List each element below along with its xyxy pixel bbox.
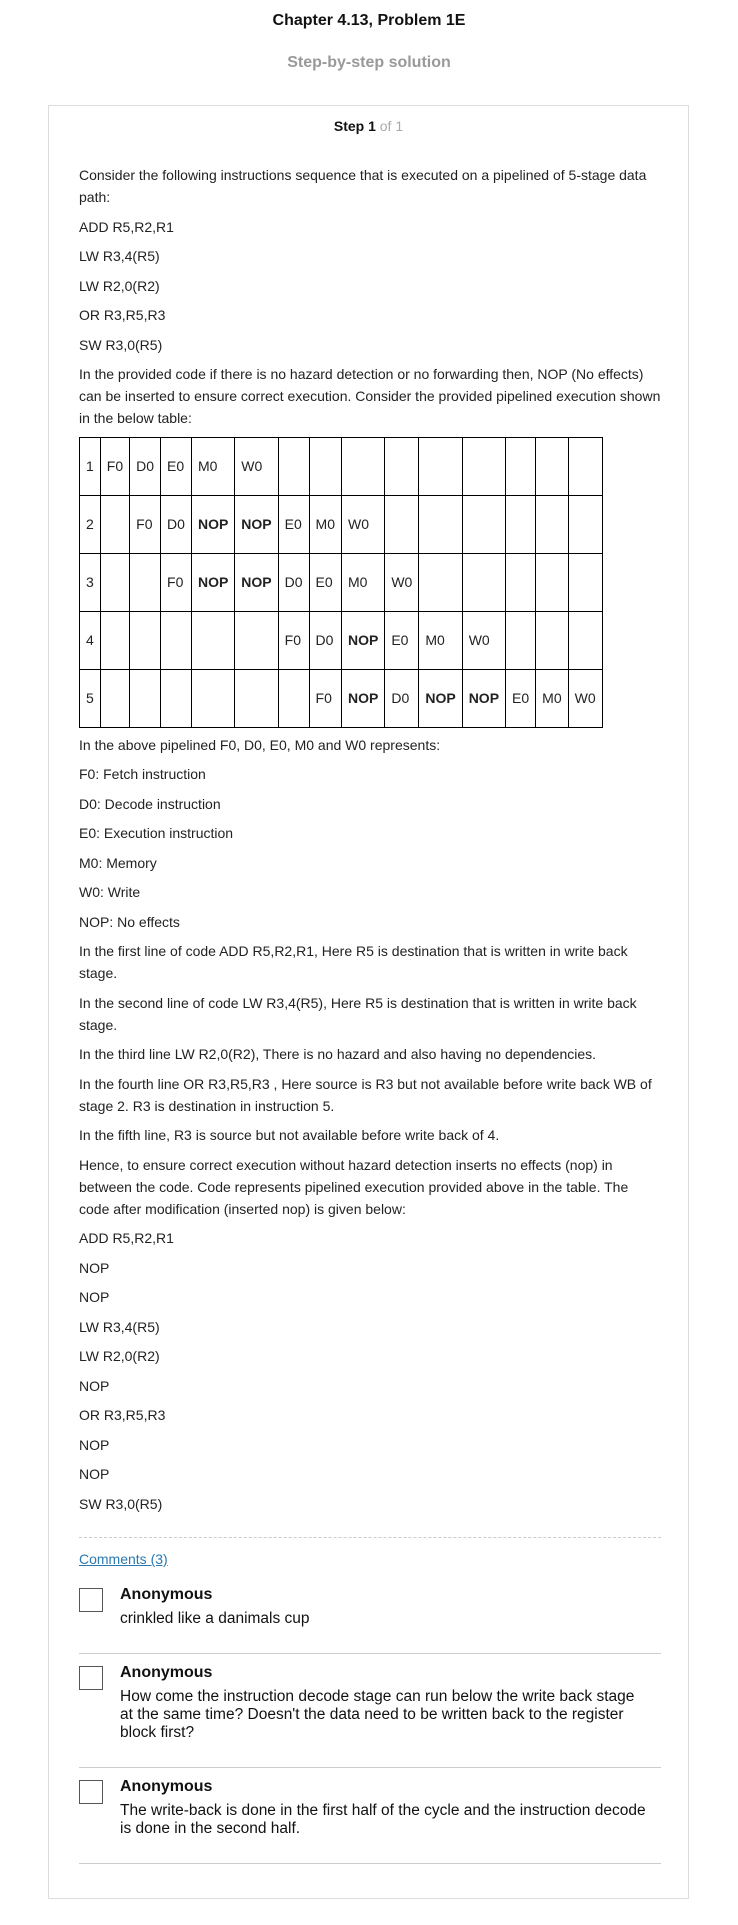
pipeline-cell: M0 — [536, 669, 568, 727]
pipeline-cell: F0 — [278, 611, 309, 669]
pipeline-cell: NOP — [419, 669, 462, 727]
comments-divider — [79, 1537, 661, 1538]
pipeline-cell — [309, 437, 341, 495]
comment-item — [79, 1778, 661, 1878]
pipeline-cell: E0 — [161, 437, 192, 495]
pipeline-cell: D0 — [309, 611, 341, 669]
pipeline-cell — [506, 553, 536, 611]
analysis-line: In the fifth line, R3 is source but not available before write back of 4. — [79, 1127, 500, 1143]
pipeline-cell — [130, 611, 161, 669]
pipeline-row — [80, 553, 603, 611]
pipeline-cell — [191, 611, 234, 669]
pipeline-row-number: 2 — [80, 495, 101, 553]
pipeline-cell — [130, 553, 161, 611]
legend-intro: In the above pipelined F0, D0, E0, M0 and W0 represents: — [79, 736, 441, 753]
pipeline-row-number: 5 — [80, 669, 101, 727]
instruction-line: LW R3,4(R5) — [79, 248, 160, 264]
pipeline-cell — [568, 611, 602, 669]
analysis-line: In the fourth line OR R3,R5,R3 , Here source is R3 but not available before write back WB of stage 2. R3 is destination in instruction 5. — [79, 1075, 652, 1114]
pipeline-cell — [191, 669, 234, 727]
pipeline-cell — [235, 669, 278, 727]
pipeline-cell: E0 — [309, 553, 341, 611]
pipeline-cell — [506, 611, 536, 669]
legend-item: M0: Memory — [79, 854, 157, 871]
pipeline-cell — [568, 553, 602, 611]
instruction-line: SW R3,0(R5) — [79, 336, 163, 353]
analysis-line: In the second line of code LW R3,4(R5), Here R5 is destination that is written in write back stage. — [79, 994, 637, 1033]
solution-content — [79, 164, 661, 1522]
step-total: of 1 — [379, 118, 404, 134]
pipeline-cell — [100, 495, 129, 553]
pipeline-cell — [100, 669, 129, 727]
comment-text: crinkled like a danimals cup — [120, 1610, 310, 1627]
pipeline-cell: NOP — [235, 553, 278, 611]
modified-code-line: NOP — [79, 1377, 110, 1394]
modified-code-line: LW R3,4(R5) — [79, 1318, 160, 1335]
legend-item: W0: Write — [79, 884, 141, 900]
pipeline-cell — [385, 437, 419, 495]
step-indicator — [49, 118, 688, 134]
instruction-line: LW R2,0(R2) — [79, 277, 160, 294]
conclusion-paragraph: Hence, to ensure correct execution without hazard detection inserts no effects (nop) in between the code. Code represents pipelined execution provided above in the table. The code after modification (inserted nop) is given below: — [79, 1156, 629, 1217]
pipeline-cell: W0 — [342, 495, 385, 553]
comment-text: How come the instruction decode stage can run below the write back stage at the same time? Doesn't the data need to be written back to the register block first? — [120, 1688, 635, 1741]
modified-code-line: LW R2,0(R2) — [79, 1348, 160, 1364]
comment-author: Anonymous — [120, 1664, 213, 1681]
pipeline-cell — [536, 495, 568, 553]
modified-code-line: ADD R5,R2,R1 — [79, 1230, 174, 1246]
legend-item: D0: Decode instruction — [79, 795, 221, 812]
pipeline-cell: F0 — [161, 553, 192, 611]
pipeline-cell — [100, 553, 129, 611]
pipeline-cell — [161, 669, 192, 727]
pipeline-cell — [568, 437, 602, 495]
nop-explanation: In the provided code if there is no hazard detection or no forwarding then, NOP (No effects) can be inserted to ensure correct execution. Consider the provided pipelined execution shown in the below table: — [79, 366, 661, 426]
modified-code-line: NOP — [79, 1289, 110, 1305]
modified-code-line: NOP — [79, 1466, 110, 1482]
modified-code-line: OR R3,R5,R3 — [79, 1407, 166, 1423]
chapter-title: Chapter 4.13, Problem 1E — [272, 12, 466, 29]
pipeline-cell: F0 — [100, 437, 129, 495]
pipeline-row — [80, 437, 603, 495]
intro-paragraph: Consider the following instructions sequence that is executed on a pipelined of 5-stage data path: — [79, 167, 647, 205]
analysis-line: In the third line LW R2,0(R2), There is no hazard and also having no dependencies. — [79, 1046, 597, 1062]
pipeline-cell: D0 — [385, 669, 419, 727]
legend-item: F0: Fetch instruction — [79, 766, 206, 782]
pipeline-cell — [278, 669, 309, 727]
pipeline-cell: NOP — [462, 669, 505, 727]
comment-avatar-checkbox[interactable] — [79, 1780, 103, 1804]
comment-author: Anonymous — [120, 1778, 213, 1795]
pipeline-row-number: 1 — [80, 437, 101, 495]
pipeline-row-number: 3 — [80, 553, 101, 611]
pipeline-cell — [235, 611, 278, 669]
pipeline-cell: M0 — [419, 611, 462, 669]
pipeline-row-number: 4 — [80, 611, 101, 669]
step-current: Step 1 — [333, 118, 376, 134]
pipeline-cell: D0 — [161, 495, 192, 553]
pipeline-cell: E0 — [278, 495, 309, 553]
pipeline-cell — [536, 437, 568, 495]
pipeline-cell: W0 — [568, 669, 602, 727]
pipeline-cell: M0 — [191, 437, 234, 495]
pipeline-cell — [419, 553, 462, 611]
pipeline-cell: NOP — [342, 611, 385, 669]
comment-separator — [79, 1653, 661, 1654]
comment-separator — [79, 1863, 661, 1864]
modified-code-line: NOP — [79, 1436, 110, 1453]
pipeline-cell: E0 — [385, 611, 419, 669]
pipeline-cell — [100, 611, 129, 669]
pipeline-cell — [278, 437, 309, 495]
pipeline-row — [80, 669, 603, 727]
pipeline-cell — [536, 611, 568, 669]
pipeline-cell: NOP — [342, 669, 385, 727]
pipeline-cell — [506, 495, 536, 553]
pipeline-table — [79, 437, 603, 728]
pipeline-cell: D0 — [130, 437, 161, 495]
comment-separator — [79, 1767, 661, 1768]
pipeline-row — [80, 495, 603, 553]
comments-link[interactable]: Comments (3) — [79, 1551, 168, 1567]
modified-code-line: SW R3,0(R5) — [79, 1495, 163, 1512]
pipeline-cell: W0 — [462, 611, 505, 669]
pipeline-cell — [536, 553, 568, 611]
pipeline-cell: W0 — [385, 553, 419, 611]
pipeline-cell: NOP — [191, 495, 234, 553]
analysis-line: In the first line of code ADD R5,R2,R1, Here R5 is destination that is written in write back stage. — [79, 943, 628, 981]
solution-subtitle: Step-by-step solution — [287, 54, 451, 71]
comment-item — [79, 1586, 661, 1666]
pipeline-cell — [462, 495, 505, 553]
pipeline-cell: F0 — [130, 495, 161, 553]
pipeline-cell: NOP — [235, 495, 278, 553]
pipeline-cell — [419, 495, 462, 553]
pipeline-cell — [462, 553, 505, 611]
pipeline-cell: NOP — [191, 553, 234, 611]
pipeline-cell — [462, 437, 505, 495]
instruction-line: OR R3,R5,R3 — [79, 307, 166, 323]
pipeline-cell: M0 — [309, 495, 341, 553]
instruction-line: ADD R5,R2,R1 — [79, 218, 174, 235]
pipeline-cell: D0 — [278, 553, 309, 611]
pipeline-cell: M0 — [342, 553, 385, 611]
pipeline-cell: F0 — [309, 669, 341, 727]
pipeline-cell — [385, 495, 419, 553]
solution-card — [48, 105, 689, 1899]
comment-author: Anonymous — [120, 1586, 213, 1603]
comment-item — [79, 1664, 661, 1778]
pipeline-cell — [419, 437, 462, 495]
pipeline-cell — [568, 495, 602, 553]
pipeline-cell — [130, 669, 161, 727]
pipeline-cell: E0 — [506, 669, 536, 727]
legend-item: NOP: No effects — [79, 913, 180, 930]
pipeline-row — [80, 611, 603, 669]
comment-avatar-checkbox[interactable] — [79, 1588, 103, 1612]
legend-item: E0: Execution instruction — [79, 825, 234, 841]
pipeline-cell: W0 — [235, 437, 278, 495]
pipeline-cell — [506, 437, 536, 495]
pipeline-cell — [161, 611, 192, 669]
modified-code-line: NOP — [79, 1259, 110, 1276]
comment-avatar-checkbox[interactable] — [79, 1666, 103, 1690]
comment-text: The write-back is done in the first half of the cycle and the instruction decode is done in the second half. — [120, 1802, 646, 1837]
pipeline-cell — [342, 437, 385, 495]
